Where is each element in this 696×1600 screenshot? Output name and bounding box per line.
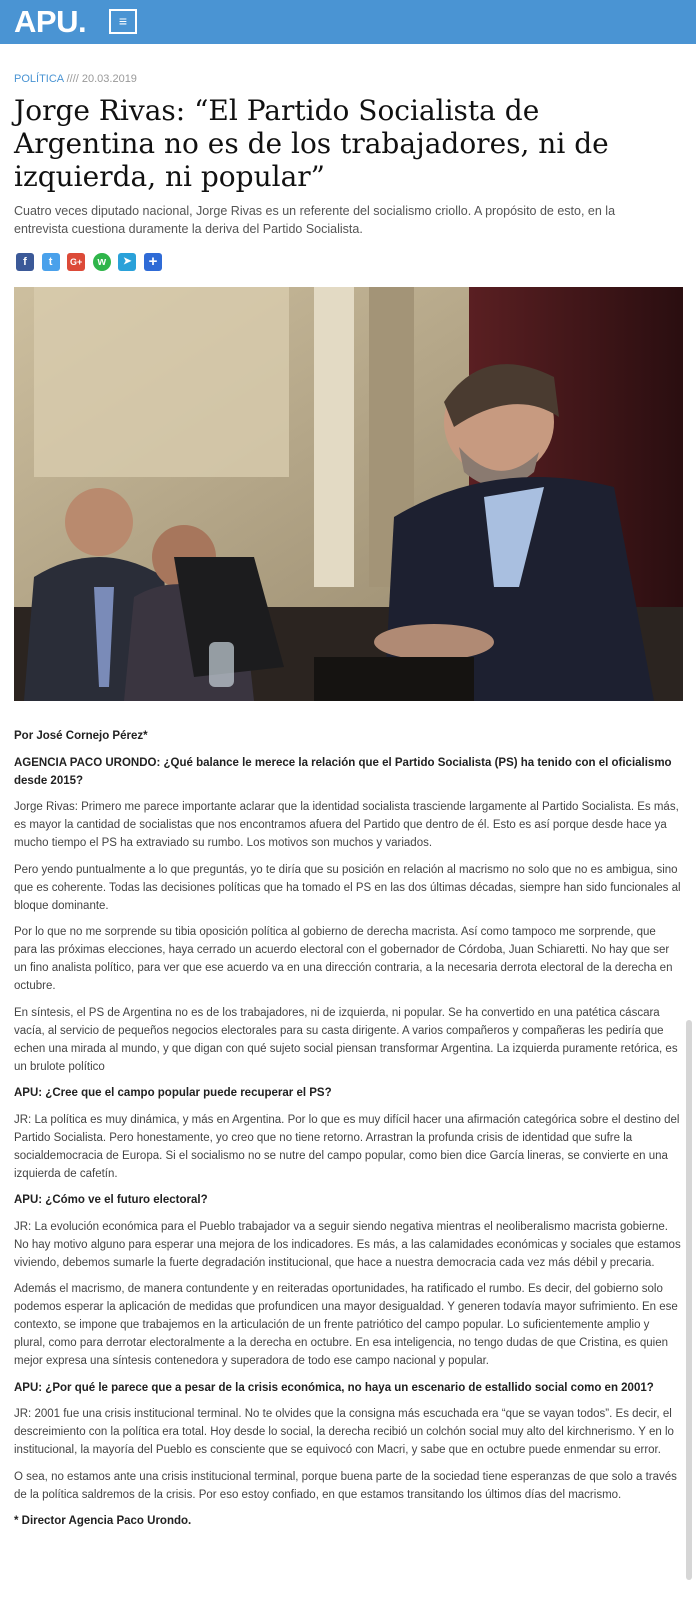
telegram-icon[interactable]: ➤ xyxy=(118,253,136,271)
article-title: Jorge Rivas: “El Partido Socialista de Argentina no es de los trabajadores, ni de izquierda, ni popular” xyxy=(14,94,609,193)
question-1: AGENCIA PACO URONDO: ¿Qué balance le merece la relación que el Partido Socialista (PS) ha tenido con el oficialismo desde 2015? xyxy=(14,756,672,787)
whatsapp-icon[interactable]: w xyxy=(93,253,111,271)
scrollbar[interactable] xyxy=(686,1020,692,1580)
answer-paragraph: O sea, no estamos ante una crisis institucional terminal, porque buena parte de la sociedad tiene esperanzas de que solo a través de la política saldremos de la crisis. Por eso estoy confiado, en que estamos transitando los últimos días del macrismo. xyxy=(14,1470,677,1501)
article-meta xyxy=(14,73,137,85)
answer-paragraph: JR: La evolución económica para el Pueblo trabajador va a seguir siendo negativa mientras el neoliberalismo macrista gobierne. No hay motivo alguno para esperar una mejora de los indicadores. Es más, a las calamidades económicas y sociales que estamos viviendo, debemos sumarle la fuerte degradación institucional, que hace a nuestra democracia cada vez más débil y precaria. xyxy=(14,1220,681,1269)
answer-paragraph: JR: 2001 fue una crisis institucional terminal. No te olvides que la consigna más escuchada era “que se vayan todos”. Es decir, el descreimiento con la política era total. Hoy desde lo social, la derecha recibió un colchón social muy alto del kirchnerismo. Y en lo institucional, la mayoría del Pueblo es consciente que se equivocó con Macri, y sabe que en octubre puede enmendar su error. xyxy=(14,1408,674,1456)
answer-paragraph: En síntesis, el PS de Argentina no es de los trabajadores, ni de izquierda, ni popular. Se ha convertido en una patética cáscara vacía, al servicio de pequeños negocios electorales para su casta dirigente. A varios compañeros y compañeras les pediría que echen una mirada al mundo, y que digan con qué sujeto social piensan transformar Argentina. La izquierda puramente retórica, es un brulote político xyxy=(14,1006,678,1073)
share-bar xyxy=(16,253,162,271)
answer-paragraph: Jorge Rivas: Primero me parece importante aclarar que la identidad socialista trasciende largamente al Partido Socialista. Es más, es mayor la cantidad de socialistas que nos encontramos afuera del Partido que dentro de él. Esto es así porque desde hace ya mucho tiempo el PS ha extraviado su rumbo. Los motivos son muchos y variados. xyxy=(14,801,679,849)
author-footnote: * Director Agencia Paco Urondo. xyxy=(14,1515,192,1527)
share-icon[interactable]: + xyxy=(144,253,162,271)
google-plus-icon[interactable]: G+ xyxy=(67,253,85,271)
top-bar xyxy=(0,0,696,44)
menu-icon[interactable]: ≡ xyxy=(109,9,137,34)
answer-paragraph: Además el macrismo, de manera contundente y en reiteradas oportunidades, ha ratificado el rumbo. Es decir, del gobierno solo podemos esperar la aplicación de medidas que profundicen una mayor desigualdad. Y generen todavía mayor sufrimiento. En ese contexto, se impone que trabajemos en la articulación de un frente patriótico del campo popular. Lo suficientemente amplio y plural, como para derrotar electoralmente a la derecha en octubre. En esa inteligencia, no tengo dudas de que Cristina, es quien mejor expresa una síntesis contenedora y superadora de todo ese campo nacional y popular. xyxy=(14,1283,678,1367)
question-4: APU: ¿Por qué le parece que a pesar de la crisis económica, no haya un escenario de estallido social como en 2001? xyxy=(14,1381,654,1394)
answer-paragraph: Pero yendo puntualmente a lo que preguntás, yo te diría que su posición en relación al macrismo no solo que no es ambigua, sino que es coherente. Todas las decisiones políticas que ha tomado el PS en las dos últimas décadas, siempre han sido funcionales al bloque dominante. xyxy=(14,863,681,912)
question-3: APU: ¿Cómo ve el futuro electoral? xyxy=(14,1194,208,1206)
article-lead: Cuatro veces diputado nacional, Jorge Rivas es un referente del socialismo criollo. A propósito de esto, en la entrevista cuestiona duramente la deriva del Partido Socialista. xyxy=(14,204,616,236)
twitter-icon[interactable]: t xyxy=(42,253,60,271)
question-2: APU: ¿Cree que el campo popular puede recuperar el PS? xyxy=(14,1087,332,1099)
article-photo xyxy=(14,287,683,701)
meta-separator: //// xyxy=(63,73,82,85)
article-date: 20.03.2019 xyxy=(81,73,137,85)
facebook-icon[interactable]: f xyxy=(16,253,34,271)
site-logo[interactable]: APU. xyxy=(14,4,87,39)
answer-paragraph: JR: La política es muy dinámica, y más en Argentina. Por lo que es muy difícil hacer una afirmación categórica sobre el destino del Partido Socialista. Pero honestamente, yo creo que no tiene retorno. Arrastran la profunda crisis de identidad que sufre la socialdemocracia de Europa. Si el socialismo no se nutre del campo popular, como bien dice García lineras, se convierte en una izquierda de cafetín. xyxy=(14,1113,680,1180)
author-byline: Por José Cornejo Pérez* xyxy=(14,730,148,742)
category-link[interactable]: POLÍTICA xyxy=(14,73,64,85)
article-body xyxy=(14,727,682,1539)
answer-paragraph: Por lo que no me sorprende su tibia oposición política al gobierno de derecha macrista. Así como tampoco me sorprende, que para las próximas elecciones, haya cerrado un acuerdo electoral con el gobernador de Córdoba, Juan Schiaretti. No hay que ser un fino analista político, para ver que ese acuerdo va en una dirección contraria, a la necesaria derrota electoral de la derecha en octubre. xyxy=(14,926,673,992)
